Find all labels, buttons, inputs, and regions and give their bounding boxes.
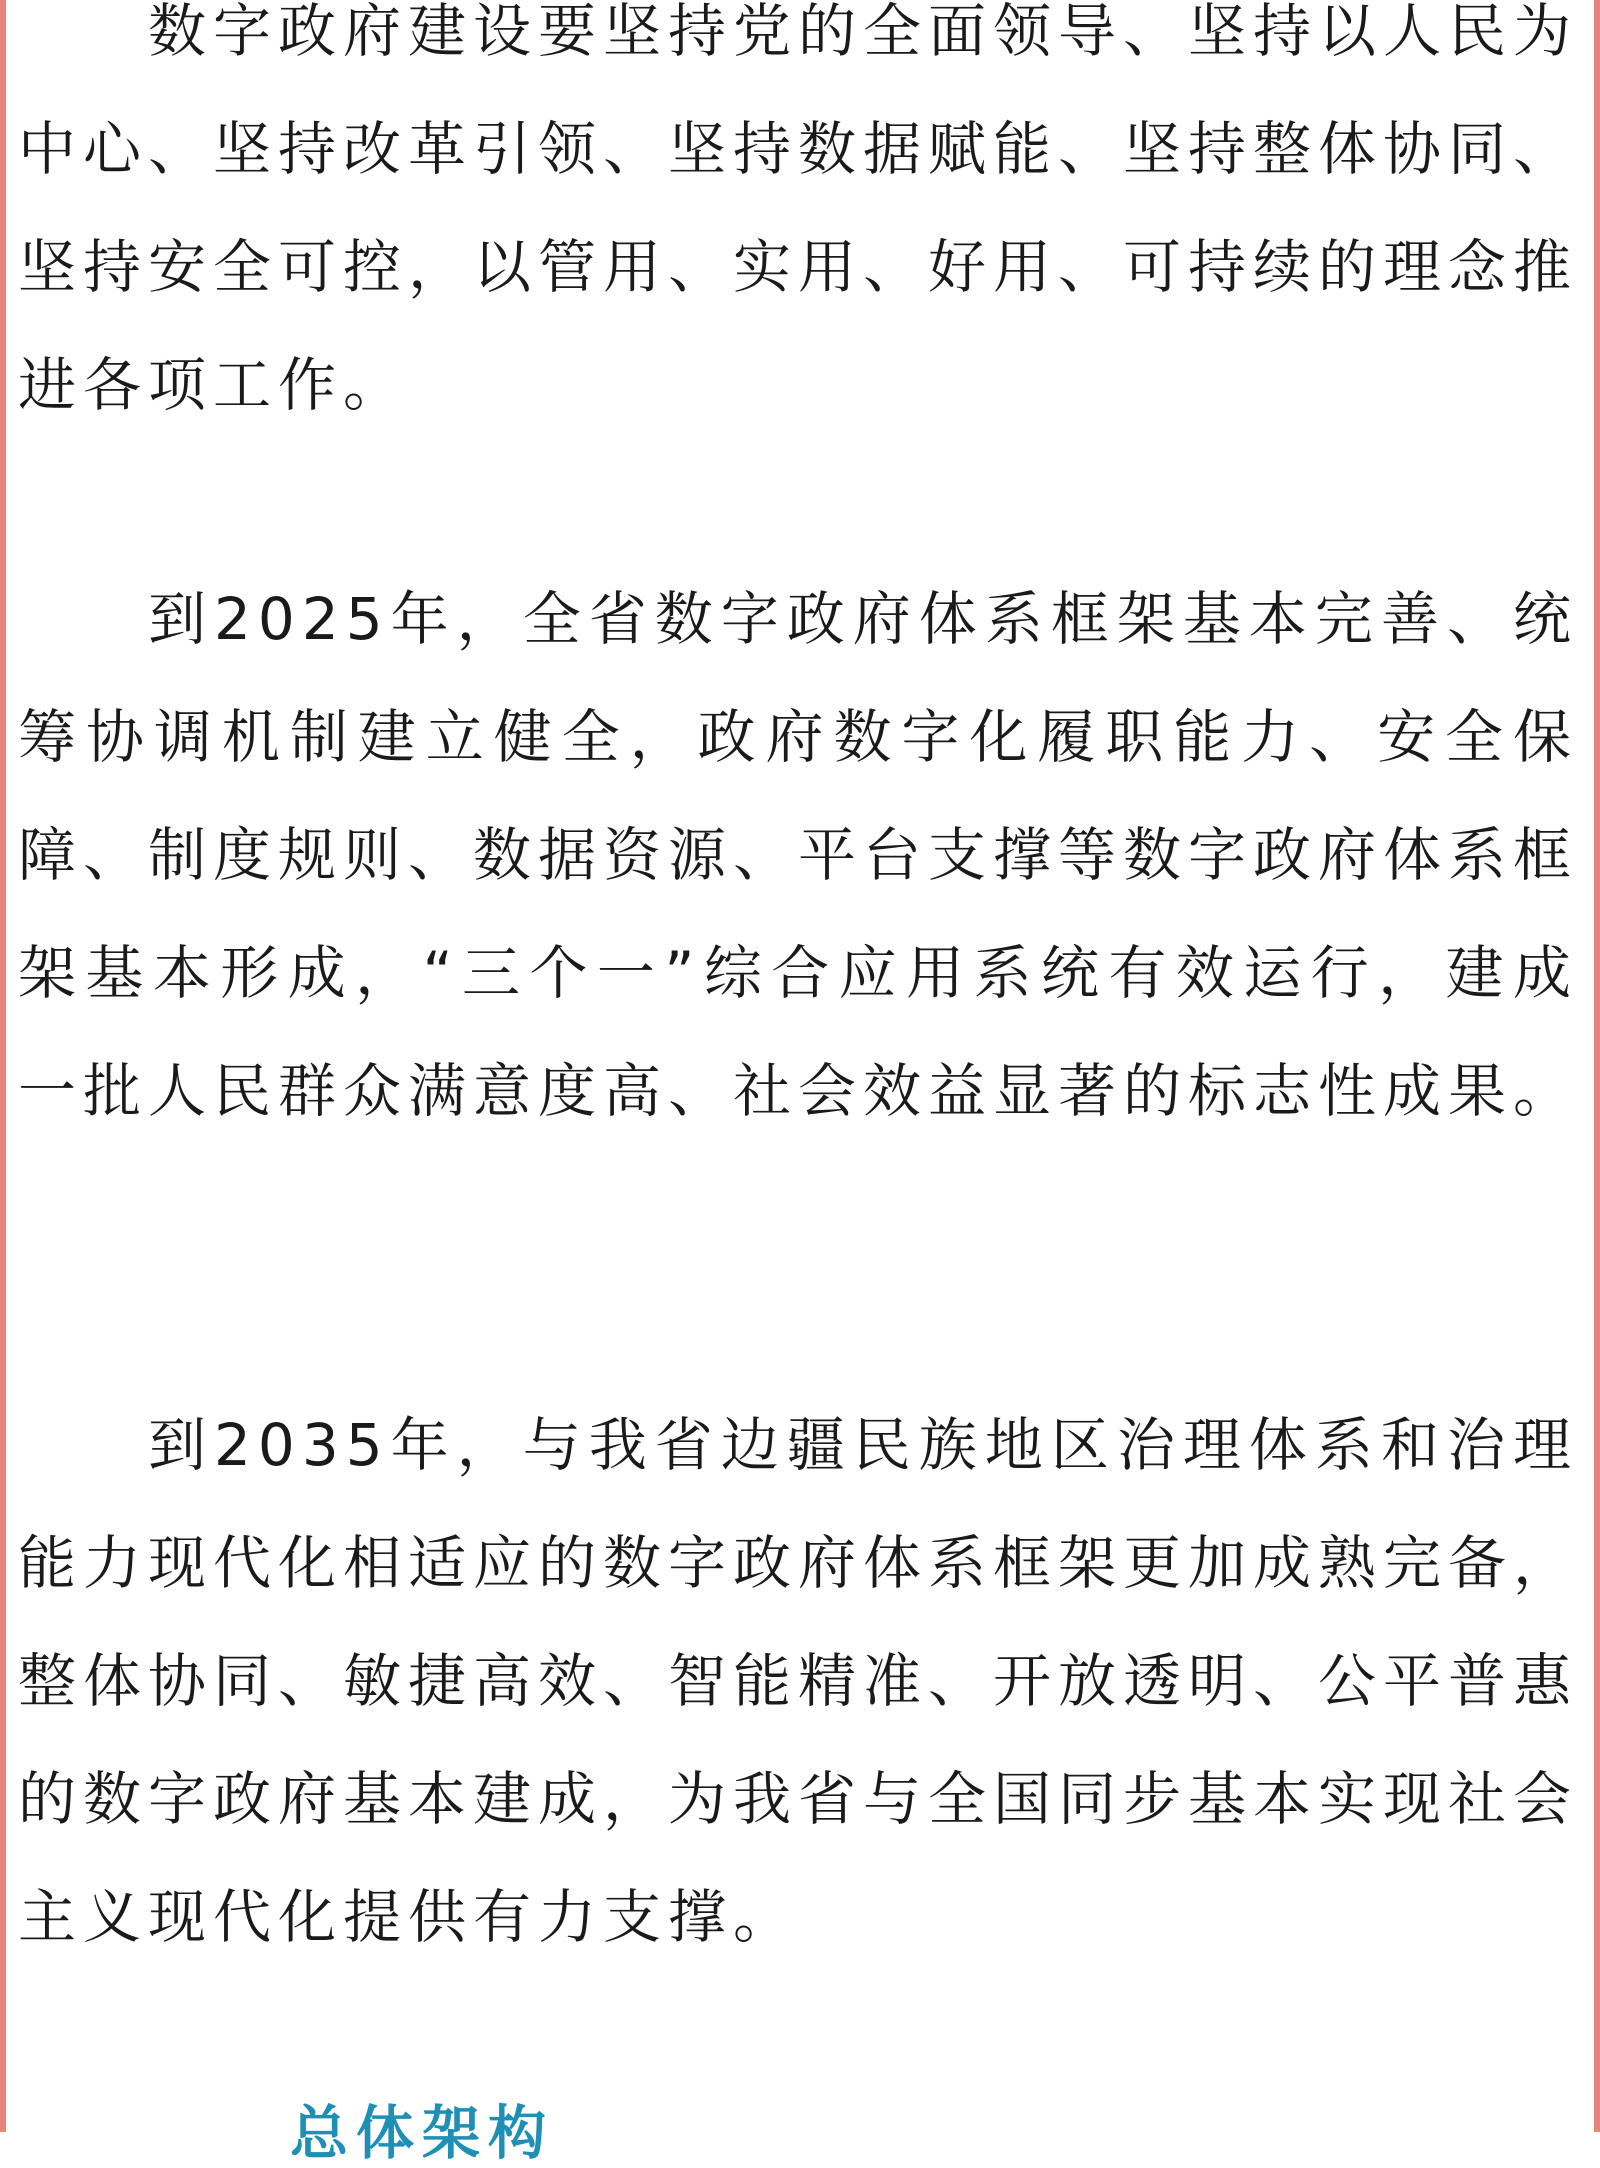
paragraph-2035-goal: 到2035年，与我省边疆民族地区治理体系和治理能力现代化相适应的数字政府体系框架更加成熟完备，整体协同、敏捷高效、智能精准、开放透明、公平普惠的数字政府基本建成，为我省与全国同步基本实现社会主义现代化提供有力支撑。 bbox=[18, 1411, 1579, 1951]
paragraph-principles: 数字政府建设要坚持党的全面领导、坚持以人民为中心、坚持改革引领、坚持数据赋能、坚持整体协同、坚持安全可控，以管用、实用、好用、可持续的理念推进各项工作。 bbox=[18, 0, 1579, 419]
section-heading-overall-architecture: 总体架构 bbox=[290, 2099, 555, 2167]
left-border bbox=[0, 0, 6, 2132]
right-border bbox=[1594, 0, 1600, 2132]
paragraph-2025-goal: 到2025年，全省数字政府体系框架基本完善、统筹协调机制建立健全，政府数字化履职能力、安全保障、制度规则、数据资源、平台支撑等数字政府体系框架基本形成，“三个一”综合应用系统有效运行，建成一批人民群众满意度高、社会效益显著的标志性成果。 bbox=[18, 585, 1579, 1125]
